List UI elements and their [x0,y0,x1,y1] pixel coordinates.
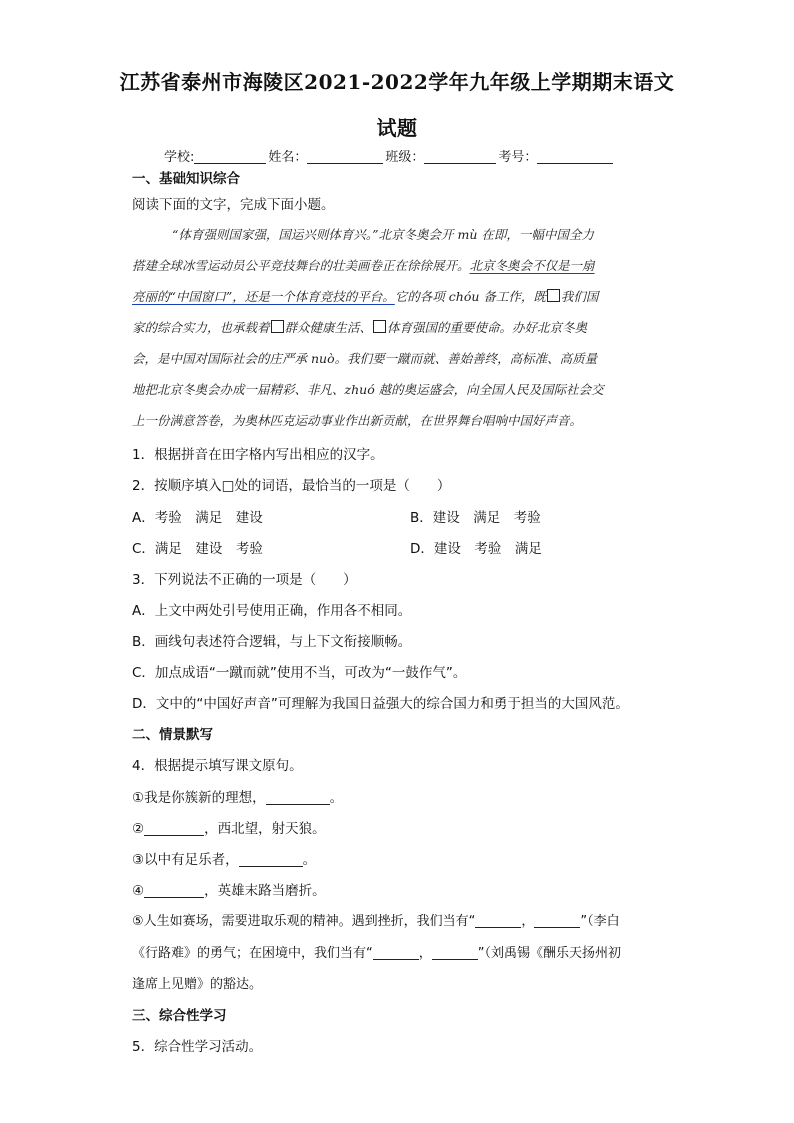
q4-item-5-text: ”（李白 [580,914,620,929]
school-label: 学校: [164,150,195,165]
q4-item-3-text: ③以中有足乐者， [132,852,239,868]
passage-line-2 [132,256,660,274]
q3-option-b[interactable]: B．画线句表述符合逻辑，与上下文衔接顺畅。 [132,634,412,650]
question-5: 5．综合性学习活动。 [132,1039,263,1055]
passage-text: 家的综合实力，也承载着 [132,320,270,335]
reading-instruction: 阅读下面的文字，完成下面小题。 [132,197,335,213]
answer-blank[interactable] [144,821,204,836]
underlined-sentence-continued: 亮丽的“中国窗口”，还是一个体育竞技的平台。 [132,289,395,304]
passage-line-7: 上一份满意答卷，为奥林匹克运动事业作出新贡献，在世界舞台唱响中国好声音。 [132,413,583,428]
answer-blank[interactable] [266,790,330,805]
underlined-sentence: 北京冬奥会不仅是一扇 [469,258,595,273]
question-1: 1．根据拼音在田字格内写出相应的汉字。 [132,447,384,463]
q4-item-5-line-1 [132,910,620,929]
school-blank[interactable] [194,149,266,164]
q2-option-b[interactable]: B．建设 满足 考验 [410,510,541,526]
answer-blank[interactable] [475,913,521,928]
fill-box-3[interactable] [373,320,386,333]
passage-line-3 [132,287,660,305]
passage-line-5: 会，是中国对国际社会的庄严承 nuò。我们要一蹴而就、善始善终，高标准、高质量 [132,351,598,366]
question-2: 2．按顺序填入□处的词语，最恰当的一项是（ ） [132,478,451,494]
q4-item-5-text: 《行路难》的勇气；在困境中，我们当有“ [132,946,373,961]
fill-box-1[interactable] [547,289,560,302]
q4-item-3-end: 。 [302,852,317,868]
q4-item-2-number: ② [132,821,145,837]
passage-text: 它的各项 chóu 备工作，既 [394,289,546,304]
q4-item-4 [132,879,326,899]
name-blank[interactable] [307,149,383,164]
answer-blank[interactable] [373,945,419,960]
class-blank[interactable] [424,149,496,164]
passage-text: 体育强国的重要使命。办好北京冬奥 [387,320,588,335]
passage-text: 搭建全球冰雪运动员公平竞技舞台的壮美画卷正在徐徐展开。 [132,258,470,273]
exam-title: 江苏省泰州市海陵区2021-2022学年九年级上学期期末语文 [119,70,675,94]
q2-option-a[interactable]: A．考验 满足 建设 [132,510,263,526]
q4-item-5-line-2 [132,942,621,961]
name-label: 姓名： [268,150,308,165]
passage-text: 我们国 [560,289,599,304]
q2-option-c[interactable]: C．满足 建设 考验 [132,541,263,557]
question-4: 4．根据提示填写课文原句。 [132,758,303,774]
q4-item-1-text: ①我是你簇新的理想， [132,790,266,806]
section-heading-basics: 一、基础知识综合 [132,171,240,187]
q4-item-5-line-3: 逢席上见赠》的豁达。 [132,977,263,992]
student-info-line [164,146,615,165]
section-heading-recitation: 二、情景默写 [132,727,213,743]
answer-blank[interactable] [534,913,580,928]
exam-title-continued: 试题 [376,116,418,140]
q4-item-1 [132,786,343,806]
answer-blank[interactable] [144,883,204,898]
q4-item-2 [132,817,326,837]
q4-item-5-text: ”（刘禹锡《酬乐天扬州初 [477,946,622,961]
comma: ， [418,946,432,961]
q4-item-3 [132,848,316,868]
answer-blank[interactable] [239,852,303,867]
exam-no-label: 考号： [498,150,538,165]
passage-line-4 [132,318,660,336]
answer-blank[interactable] [432,945,478,960]
class-label: 班级： [385,150,425,165]
fill-box-2[interactable] [271,320,284,333]
q3-option-d[interactable]: D．文中的“中国好声音”可理解为我国日益强大的综合国力和勇于担当的大国风范。 [132,696,629,712]
question-3: 3．下列说法不正确的一项是（ ） [132,572,357,588]
section-heading-comprehensive: 三、综合性学习 [132,1008,227,1024]
q4-item-2-text: ，西北望，射天狼。 [204,821,326,837]
q3-option-a[interactable]: A．上文中两处引号使用正确，作用各不相同。 [132,603,412,619]
q4-item-1-end: 。 [329,790,344,806]
q4-item-4-number: ④ [132,883,145,899]
q3-option-c[interactable]: C．加点成语“一蹴而就”使用不当，可改为“一鼓作气”。 [132,665,467,681]
exam-no-blank[interactable] [537,149,613,164]
q4-item-4-text: ，英雄末路当磨折。 [204,883,326,899]
passage-line-1: “体育强则国家强，国运兴则体育兴。”北京冬奥会开 mù 在即，一幅中国全力 [172,227,594,242]
passage-line-6: 地把北京冬奥会办成一届精彩、非凡、zhuó 越的奥运盛会，向全国人民及国际社会交 [132,382,604,397]
passage-text: 群众健康生活、 [284,320,373,335]
q2-option-d[interactable]: D．建设 考验 满足 [410,541,542,557]
q4-item-5-text: ⑤人生如赛场，需要进取乐观的精神。遇到挫折，我们当有“ [132,914,476,929]
comma: ， [521,914,535,929]
